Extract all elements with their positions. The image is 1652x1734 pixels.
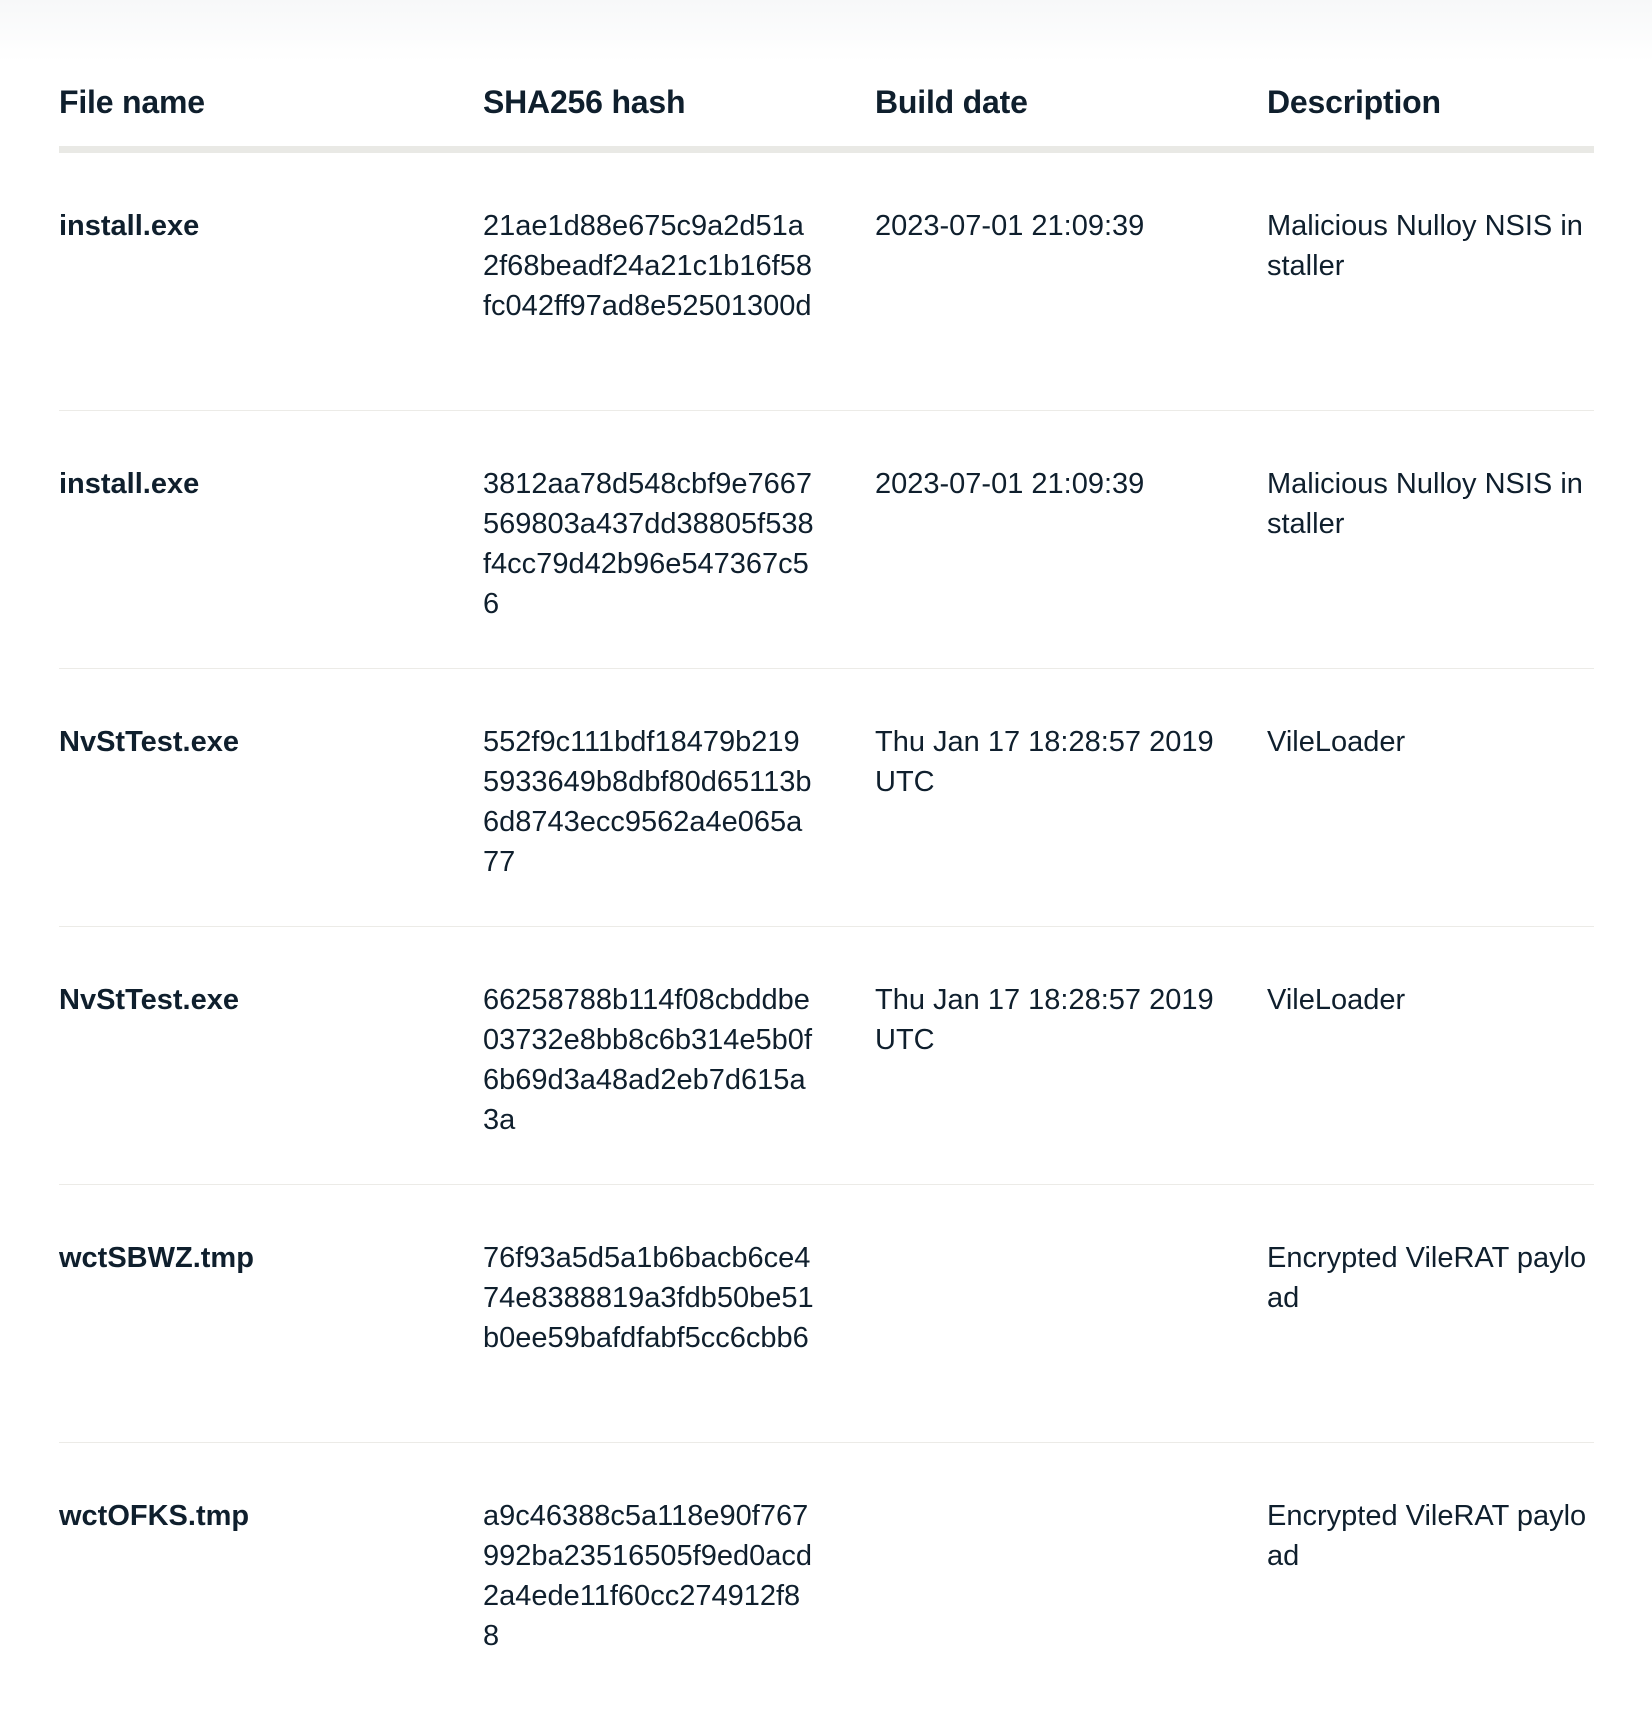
description-cell: VileLoader <box>1267 726 1406 758</box>
column-header-build-date: Build date <box>875 84 1028 120</box>
description-cell: VileLoader <box>1267 984 1406 1016</box>
file-name-cell: NvStTest.exe <box>59 726 239 758</box>
column-header-description: Description <box>1267 84 1441 120</box>
build-date-cell: 2023-07-01 21:09:39 <box>875 210 1145 242</box>
build-date-cell: 2023-07-01 21:09:39 <box>875 468 1145 500</box>
description-cell: Encrypted VileRAT payload <box>1267 1242 1587 1314</box>
table-header-row <box>59 52 1594 153</box>
table-row <box>59 927 1594 1185</box>
table-row <box>59 411 1594 669</box>
table-row <box>59 669 1594 927</box>
table-row <box>59 153 1594 411</box>
sha256-cell: a9c46388c5a118e90f767992ba23516505f9ed0acd2a4ede11f60cc274912f88 <box>483 1500 812 1652</box>
sha256-cell: 552f9c111bdf18479b2195933649b8dbf80d65113b6d8743ecc9562a4e065a77 <box>483 726 812 878</box>
description-cell: Encrypted VileRAT payload <box>1267 1500 1587 1572</box>
column-header-file-name: File name <box>59 84 205 120</box>
file-name-cell: NvStTest.exe <box>59 984 239 1016</box>
column-header-sha256-hash: SHA256 hash <box>483 84 686 120</box>
sha256-cell: 76f93a5d5a1b6bacb6ce474e8388819a3fdb50be51b0ee59bafdfabf5cc6cbb6 <box>483 1242 814 1354</box>
file-name-cell: install.exe <box>59 468 200 500</box>
file-name-cell: wctOFKS.tmp <box>59 1500 250 1532</box>
ioc-table <box>59 52 1594 1701</box>
description-cell: Malicious Nulloy NSIS installer <box>1267 468 1583 540</box>
table-row <box>59 1443 1594 1701</box>
sha256-cell: 66258788b114f08cbddbe03732e8bb8c6b314e5b0f6b69d3a48ad2eb7d615a3a <box>483 984 812 1136</box>
sha256-cell: 3812aa78d548cbf9e7667569803a437dd38805f538f4cc79d42b96e547367c56 <box>483 468 814 620</box>
build-date-cell: Thu Jan 17 18:28:57 2019 UTC <box>875 726 1214 798</box>
description-cell: Malicious Nulloy NSIS installer <box>1267 210 1583 282</box>
sha256-cell: 21ae1d88e675c9a2d51a2f68beadf24a21c1b16f58fc042ff97ad8e52501300d <box>483 210 812 322</box>
build-date-cell: Thu Jan 17 18:28:57 2019 UTC <box>875 984 1214 1056</box>
table-row <box>59 1185 1594 1443</box>
file-name-cell: install.exe <box>59 210 200 242</box>
file-name-cell: wctSBWZ.tmp <box>59 1242 254 1274</box>
